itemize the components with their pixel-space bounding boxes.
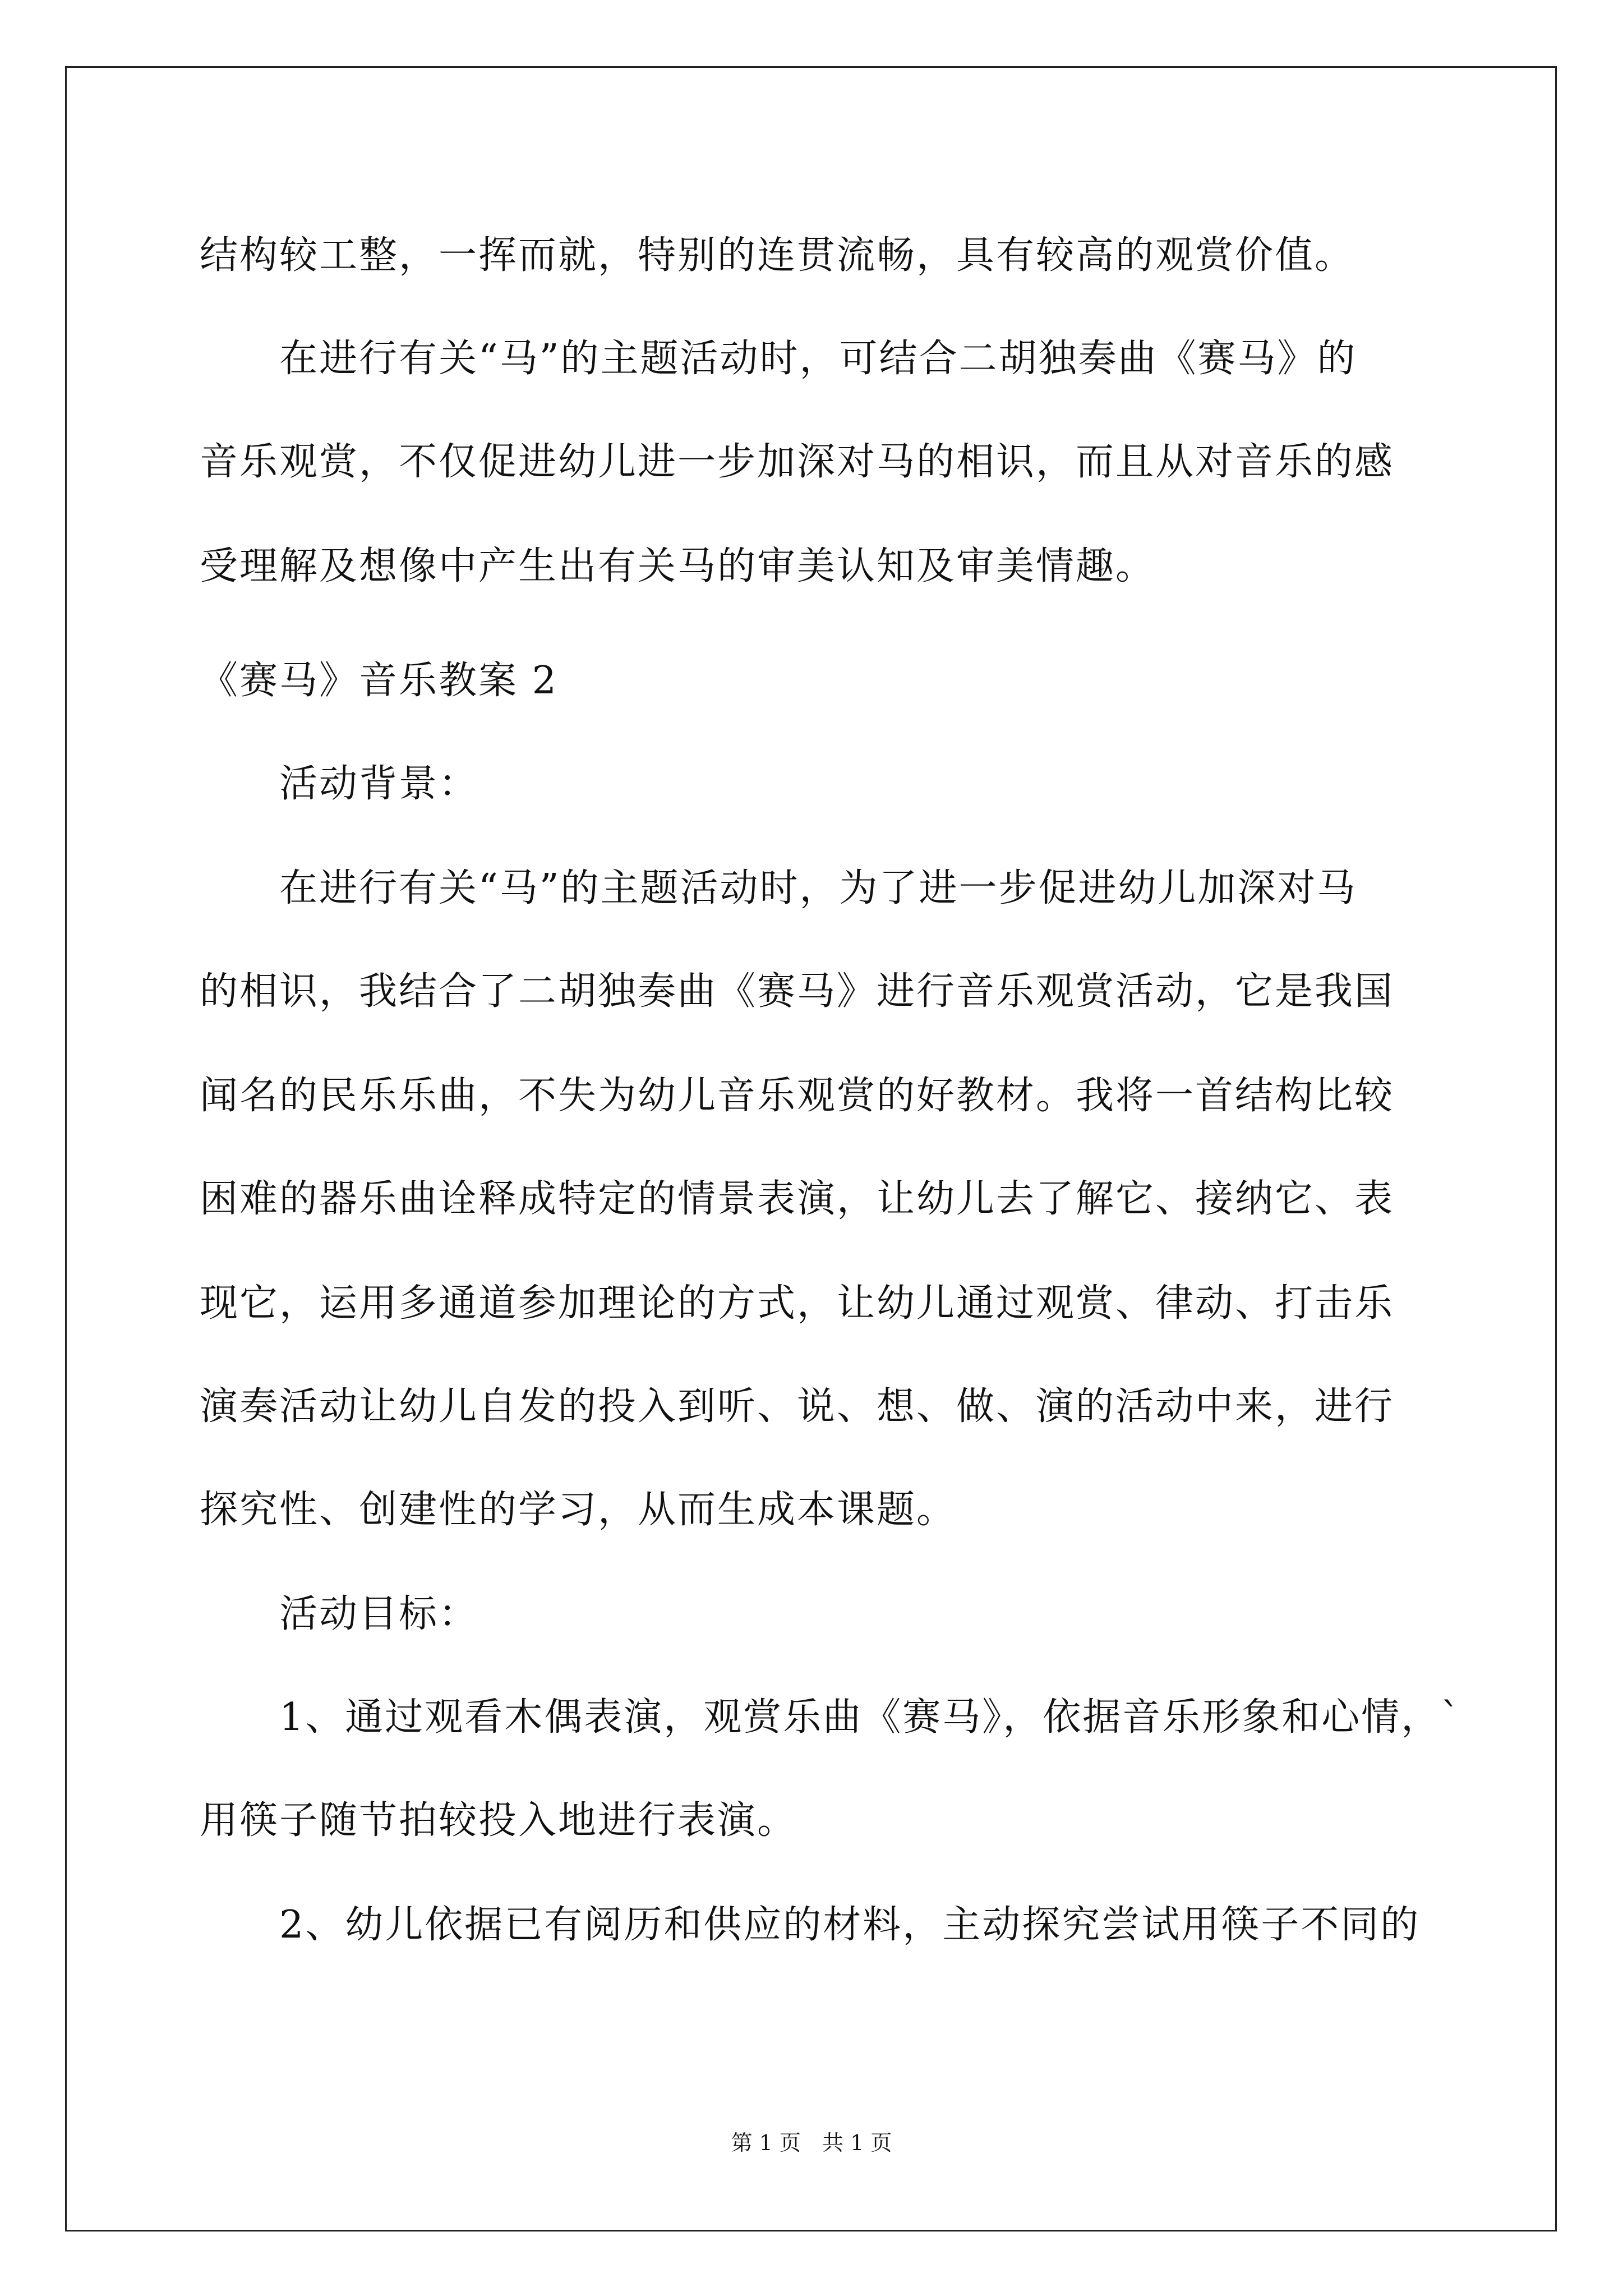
- paragraph-line: 受理解及想像中产生出有关马的审美认知及审美情趣。: [200, 544, 1156, 588]
- paragraph-line: 闻名的民乐乐曲，不失为幼儿音乐观赏的好教材。我将一首结构比较: [200, 1074, 1395, 1118]
- paragraph-line: 音乐观赏，不仅促进幼儿进一步加深对马的相识，而且从对音乐的感: [200, 440, 1395, 484]
- paragraph-line: 用筷子随节拍较投入地进行表演。: [200, 1798, 797, 1843]
- paragraph-line: 2、幼儿依据已有阅历和供应的材料，主动探究尝试用筷子不同的: [279, 1903, 1421, 1947]
- paragraph-line: 在进行有关“马”的主题活动时，可结合二胡独奏曲《赛马》的: [279, 337, 1357, 381]
- paragraph-line: 1、通过观看木偶表演，观赏乐曲《赛马》，依据音乐形象和心情，`: [279, 1695, 1462, 1740]
- paragraph-line: 活动目标：: [279, 1592, 479, 1636]
- paragraph-line: 的相识，我结合了二胡独奏曲《赛马》进行音乐观赏活动，它是我国: [200, 969, 1395, 1014]
- paragraph-line: 探究性、创建性的学习，从而生成本课题。: [200, 1488, 957, 1532]
- paragraph-line: 困难的器乐曲诠释成特定的情景表演，让幼儿去了解它、接纳它、表: [200, 1177, 1395, 1221]
- paragraph-line: 结构较工整，一挥而就，特别的连贯流畅，具有较高的观赏价值。: [200, 233, 1355, 278]
- paragraph-line: 在进行有关“马”的主题活动时，为了进一步促进幼儿加深对马: [279, 866, 1357, 910]
- page-footer: 第 1 页 共 1 页: [731, 2131, 892, 2155]
- paragraph-line: 演奏活动让幼儿自发的投入到听、说、想、做、演的活动中来，进行: [200, 1384, 1395, 1429]
- section-heading: 《赛马》音乐教案 2: [200, 659, 558, 703]
- paragraph-line: 现它，运用多通道参加理论的方式，让幼儿通过观赏、律动、打击乐: [200, 1281, 1395, 1326]
- paragraph-line: 活动背景：: [279, 762, 479, 806]
